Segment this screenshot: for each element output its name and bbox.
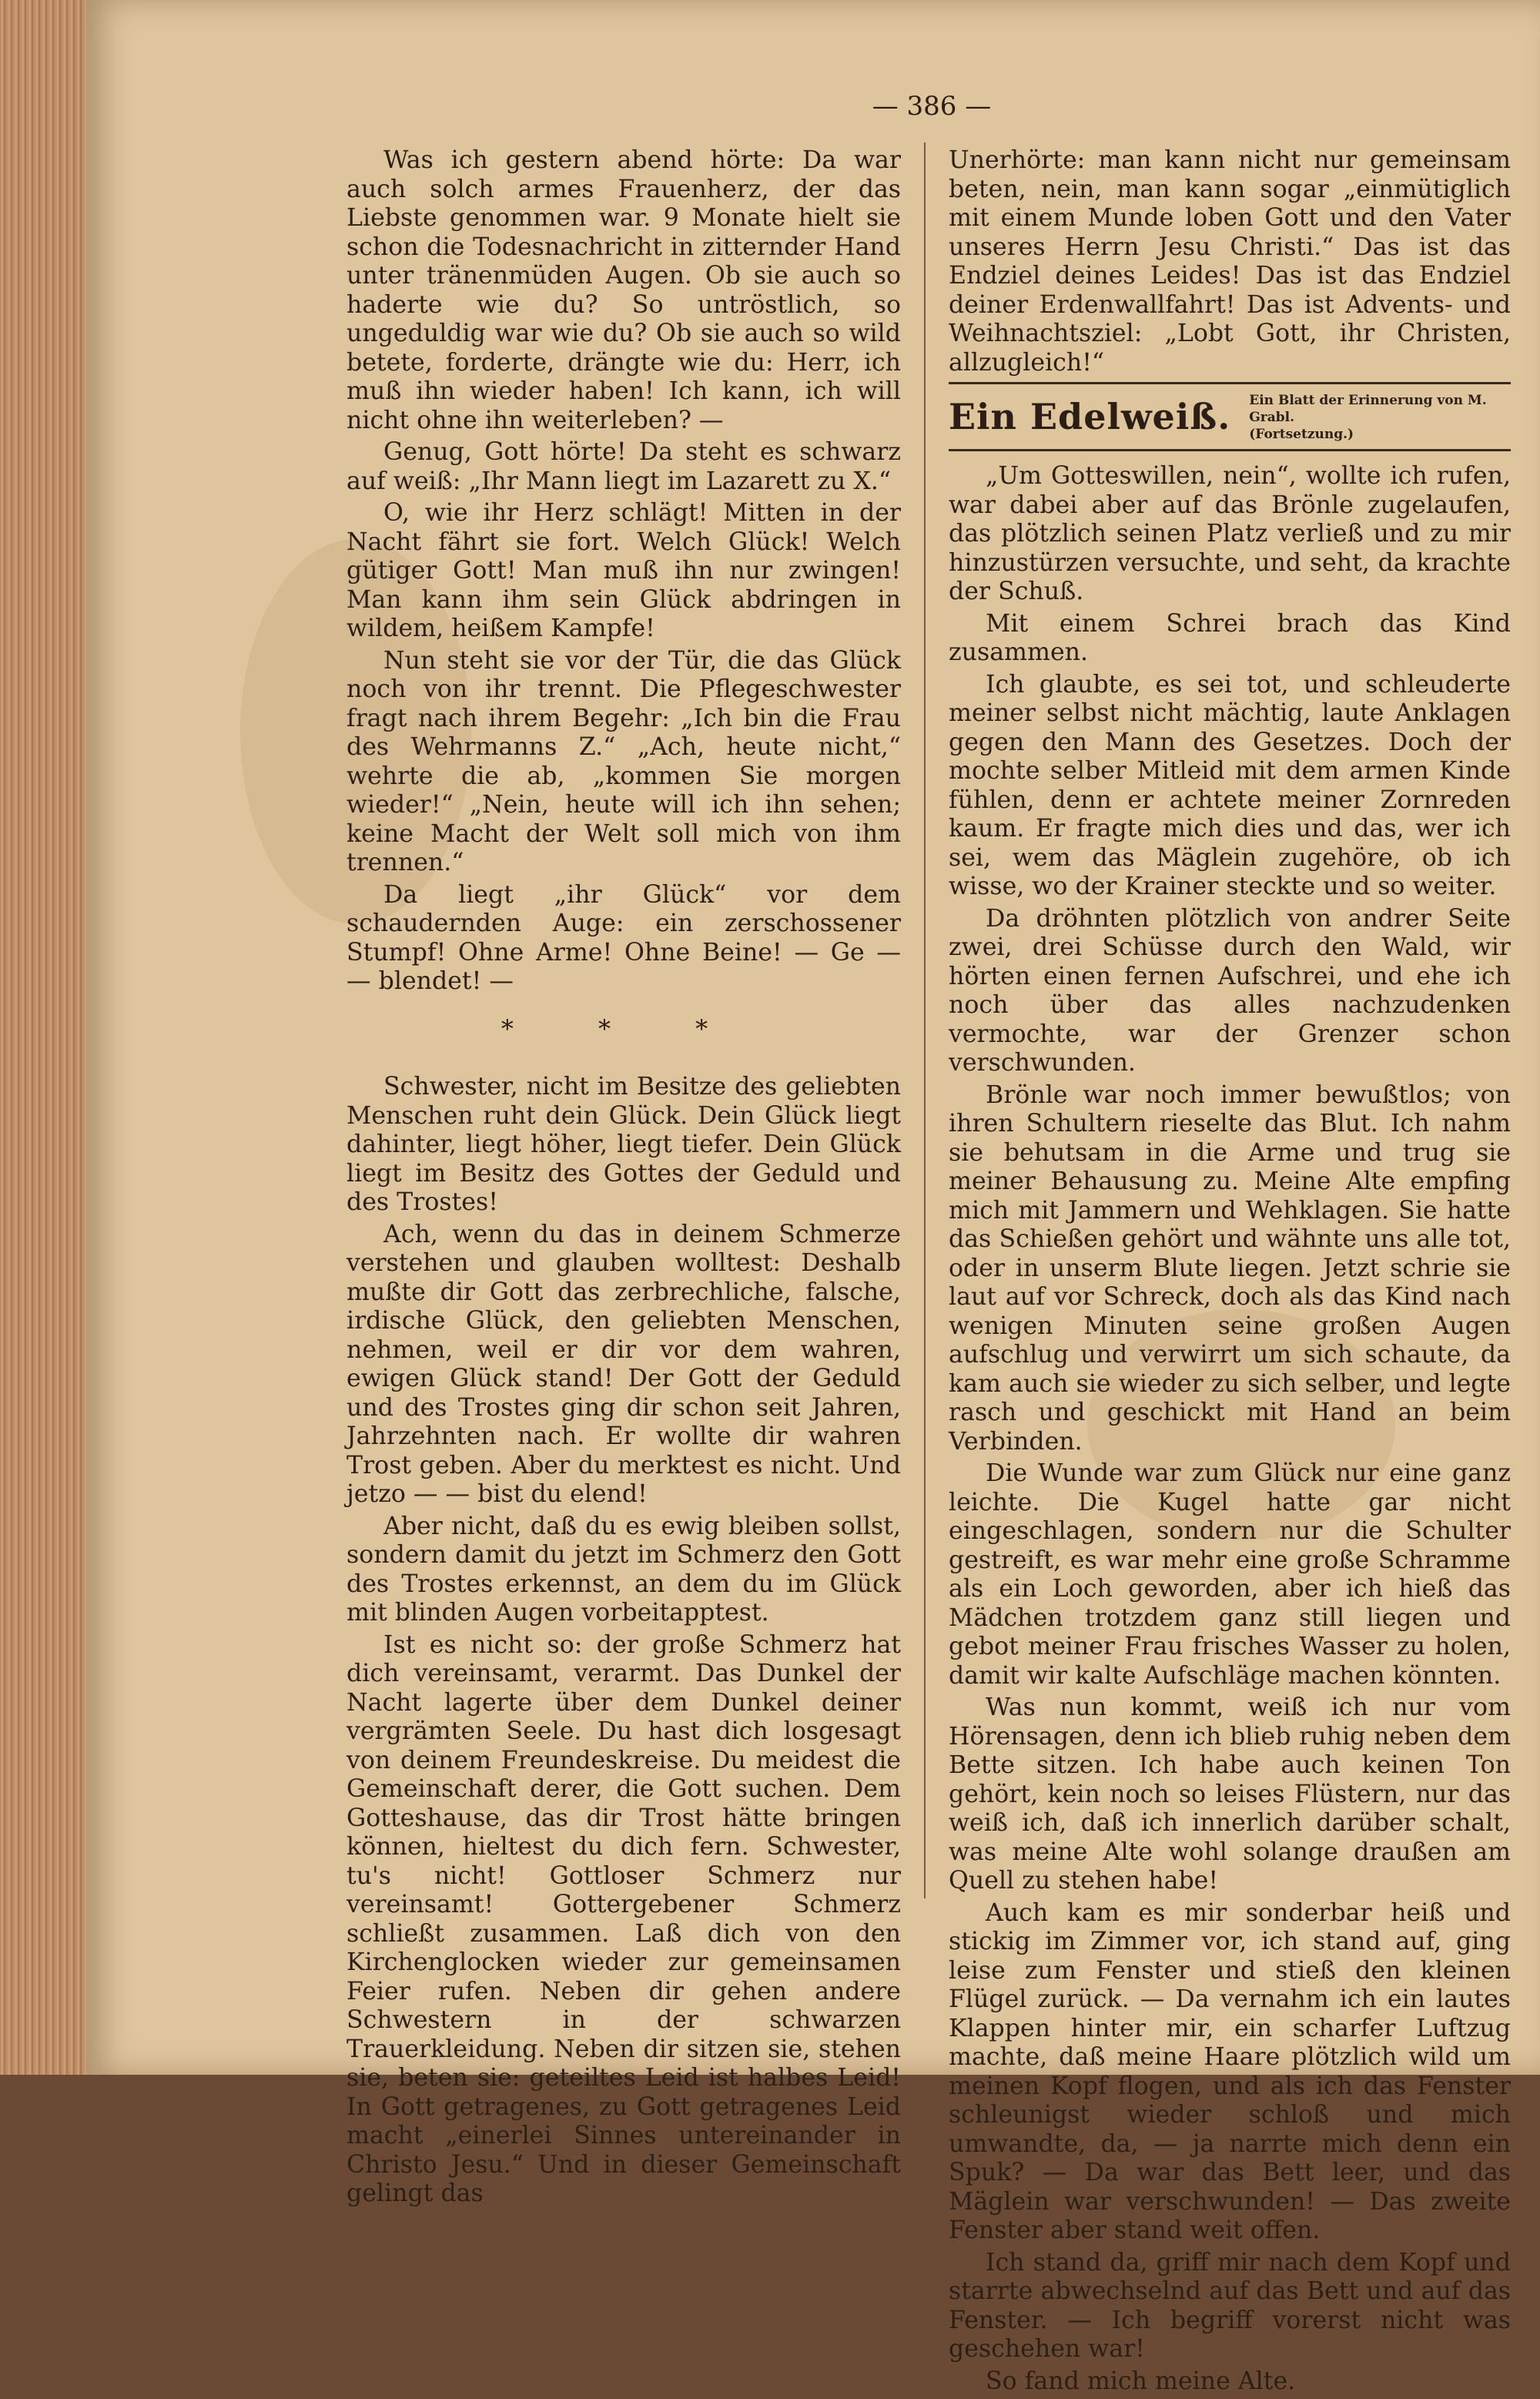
paragraph: „Um Gotteswillen, nein“, wollte ich rufen, war dabei aber auf das Brönle zugelaufen, das plötzlich seinen Platz verließ und zu mir hinzustürzen versuchte, und seht, da krachte der Schuß.	[949, 462, 1511, 605]
paragraph: Ach, wenn du das in deinem Schmerze verstehen und glauben wolltest: Deshalb mußte dir Gott das zerbrechliche, falsche, irdische Glück, den geliebten Menschen, nehmen, weil er dir vor dem wahren, ewigen Glück stand! Der Gott der Geduld und des Trostes ging dir schon seit Jahren, Jahrzehnten nach. Er wollte dir wahren Trost geben. Aber du merktest es nicht. Und jetzo — — bist du elend!	[346, 1220, 901, 1508]
left-column	[346, 146, 901, 2212]
paragraph: Nun steht sie vor der Tür, die das Glück noch von ihr trennt. Die Pflegeschwester fragt nach ihrem Begehr: „Ich bin die Frau des Wehrmanns Z.“ „Ach, heute nicht,“ wehrte die ab, „kommen Sie morgen wieder!“ „Nein, heute will ich ihn sehen; keine Macht der Welt soll mich von ihm trennen.“	[346, 646, 901, 876]
paragraph: Was ich gestern abend hörte: Da war auch solch armes Frauenherz, der das Liebste genommen war. 9 Monate hielt sie schon die Todesnachricht in zitternder Hand unter tränenmüden Augen. Ob sie auch so haderte wie du? So untröstlich, so ungeduldig war wie du? Ob sie auch so wild betete, forderte, drängte wie du: Herr, ich muß ihn wieder haben! Ich kann, ich will nicht ohne ihn weiterleben? —	[346, 146, 901, 434]
paragraph: Brönle war noch immer bewußtlos; von ihren Schultern rieselte das Blut. Ich nahm sie behutsam in die Arme und trug sie meiner Behausung zu. Meine Alte empfing mich mit Jammern und Wehklagen. Sie hatte das Schießen gehört und wähnte uns alle tot, oder in unserm Blute liegen. Jetzt schrie sie laut auf vor Schreck, doch als das Kind nach wenigen Minuten seine großen Augen aufschlug und verwirrt um sich schaute, da kam auch sie wieder zu sich selber, und legte rasch und geschickt mit Hand an beim Verbinden.	[949, 1081, 1511, 1456]
paragraph: Die Wunde war zum Glück nur eine ganz leichte. Die Kugel hatte gar nicht eingeschlagen, sondern nur die Schulter gestreift, es war mehr eine große Schramme als ein Loch geworden, aber ich hieß das Mädchen trotzdem ganz still liegen und gebot meiner Frau frisches Wasser zu holen, damit wir kalte Aufschläge machen könnten.	[949, 1459, 1511, 1690]
paragraph: Ist es nicht so: der große Schmerz hat dich vereinsamt, verarmt. Das Dunkel der Nacht lagerte über dem Dunkel deiner vergrämten Seele. Du hast dich losgesagt von deinem Freundeskreise. Du meidest die Gemeinschaft derer, die Gott suchen. Dem Gotteshause, das dir Trost hätte bringen können, hieltest du dich fern. Schwester, tu's nicht! Gottloser Schmerz nur vereinsamt! Gottergebener Schmerz schließt zusammen. Laß dich von den Kirchenglocken wieder zur gemeinsamen Feier rufen. Neben dir gehen andere Schwestern in der schwarzen Trauerkleidung. Neben dir sitzen sie, stehen sie, beten sie: geteiltes Leid ist halbes Leid! In Gott getragenes, zu Gott getragenes Leid macht „einerlei Sinnes untereinander in Christo Jesu.“ Und in dieser Gemeinschaft gelingt das	[346, 1630, 901, 2207]
article-subtitle	[1249, 392, 1511, 443]
article-continuation-note: (Fortsetzung.)	[1249, 427, 1354, 442]
section-separator: * * *	[500, 1014, 747, 1044]
paragraph: Genug, Gott hörte! Da steht es schwarz auf weiß: „Ihr Mann liegt im Lazarett zu X.“	[346, 438, 901, 495]
paragraph: O, wie ihr Herz schlägt! Mitten in der Nacht fährt sie fort. Welch Glück! Welch gütiger Gott! Man muß ihn nur zwingen! Man kann ihm sein Glück abdringen in wildem, heißem Kampfe!	[346, 499, 901, 642]
paragraph-continuation: Unerhörte: man kann nicht nur gemeinsam beten, nein, man kann sogar „einmütiglich mit einem Munde loben Gott und den Vater unseres Herrn Jesu Christi.“ Das ist das Endziel deines Leides! Das ist das Endziel deiner Erdenwallfahrt! Das ist Advents- und Weihnachtsziel: „Lobt Gott, ihr Christen, allzugleich!“	[949, 146, 1511, 377]
paragraph: Was nun kommt, weiß ich nur vom Hörensagen, denn ich blieb ruhig neben dem Bette sitzen. Ich habe auch keinen Ton gehört, kein noch so leises Flüstern, nur das weiß ich, daß ich innerlich darüber schalt, was meine Alte wohl solange draußen am Quell zu stehen habe!	[949, 1694, 1511, 1895]
paragraph: Ich glaubte, es sei tot, und schleuderte meiner selbst nicht mächtig, laute Anklagen gegen den Mann des Gesetzes. Doch der mochte selber Mitleid mit dem armen Kinde fühlen, denn er achtete meiner Zornreden kaum. Er fragte mich dies und das, wer ich sei, wem das Mäglein zugehöre, ob ich wisse, wo der Krainer steckte und so weiter.	[949, 670, 1511, 900]
page-number: — 386 —	[872, 91, 992, 122]
paragraph: Ich stand da, griff mir nach dem Kopf und starrte abwechselnd auf das Bett und auf das Fenster. — Ich begriff vorerst nicht was geschehen war!	[949, 2248, 1511, 2363]
right-column	[949, 146, 1511, 2399]
paragraph: So fand mich meine Alte.	[986, 2367, 1296, 2395]
column-divider	[924, 142, 926, 1898]
article-byline: Ein Blatt der Erinnerung von M. Grabl.	[1249, 393, 1487, 425]
paragraph: Da dröhnten plötzlich von andrer Seite zwei, drei Schüsse durch den Wald, wir hörten einen fernen Aufschrei, und ehe ich noch über das alles nachzudenken vermochte, war der Grenzer schon verschwunden.	[949, 904, 1511, 1077]
book-page-edges	[0, 0, 100, 2075]
paragraph: Mit einem Schrei brach das Kind zusammen.	[949, 609, 1511, 666]
paragraph: Auch kam es mir sonderbar heiß und stickig im Zimmer vor, ich stand auf, ging leise zum Fenster und stieß den kleinen Flügel zurück. — Da vernahm ich ein lautes Klappen hinter mir, ein scharfer Luftzug machte, daß meine Haare plötzlich wild um meinen Kopf flogen, und als ich das Fenster schleunigst wieder schloß und mich umwandte, da, — ja narrte mich denn ein Spuk? — Da war das Bett leer, und das Mäglein war verschwunden! — Das zweite Fenster aber stand weit offen.	[949, 1898, 1511, 2244]
paragraph: Aber nicht, daß du es ewig bleiben sollst, sondern damit du jetzt im Schmerz den Gott des Trostes erkennst, an dem du im Glück mit blinden Augen vorbeitapptest.	[346, 1512, 901, 1627]
paragraph: Schwester, nicht im Besitze des geliebten Menschen ruht dein Glück. Dein Glück liegt dahinter, liegt höher, liegt tiefer. Dein Glück liegt im Besitz des Gottes der Geduld und des Trostes!	[346, 1073, 901, 1216]
article-title: Ein Edelweiß.	[949, 396, 1231, 438]
paragraph: Da liegt „ihr Glück“ vor dem schaudernden Auge: ein zerschossener Stumpf! Ohne Arme! Ohne Beine! — Ge — — blendet! —	[346, 880, 901, 995]
article-header	[949, 382, 1511, 451]
